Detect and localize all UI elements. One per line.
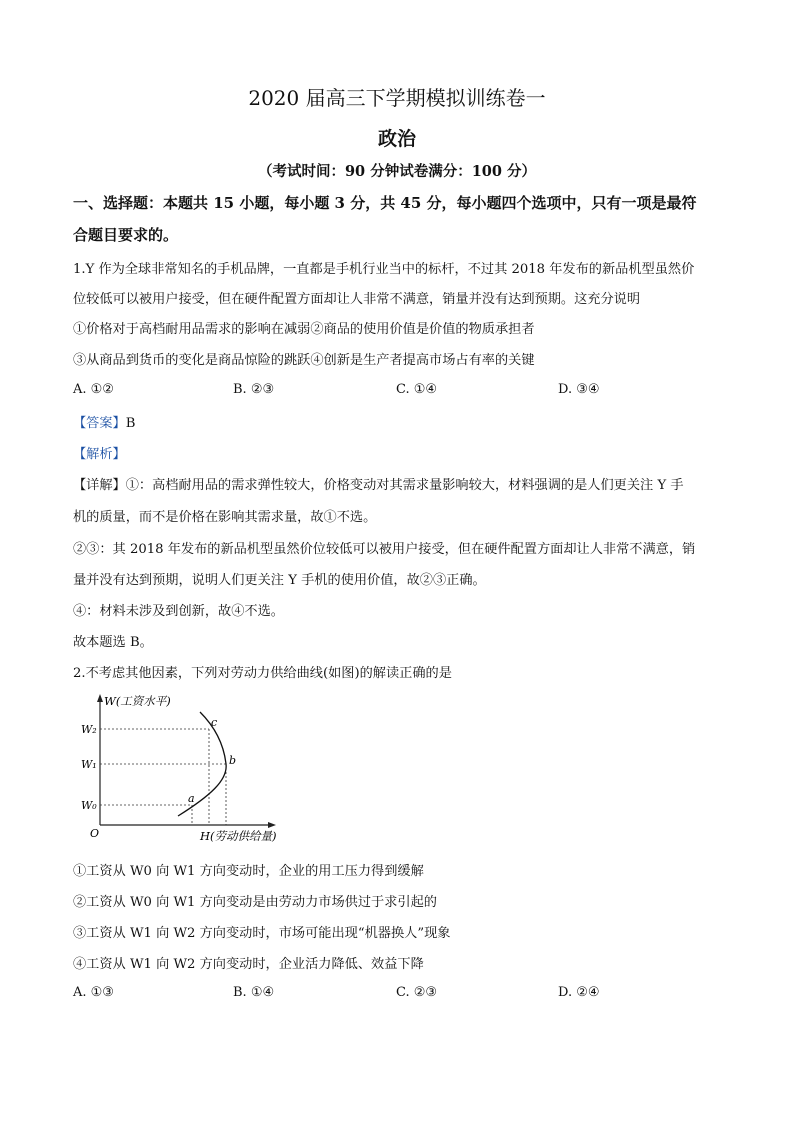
q1-detail-line2: 机的质量，而不是价格在影响其需求量，故①不选。	[73, 510, 377, 525]
y-axis-arrow	[97, 694, 103, 702]
q1-option-b: B. ②③	[233, 382, 275, 397]
q1-option-c: C. ①④	[396, 382, 438, 397]
q1-statement-line1: ①价格对于高档耐用品需求的影响在减弱②商品的使用价值是价值的物质承担者	[73, 322, 535, 337]
x-axis-arrow	[268, 822, 276, 828]
q2-option-b: B. ①④	[233, 985, 275, 1000]
y-axis-label: W(工资水平)	[104, 694, 171, 708]
exam-info: （考试时间：90 分钟试卷满分：100 分）	[257, 163, 537, 180]
detail-tag: 【详解】	[73, 478, 126, 493]
answer-tag: 【答案】	[73, 416, 126, 431]
q2-statement3: ③工资从 W1 向 W2 方向变动时，市场可能出现“机器换人”现象	[73, 926, 451, 941]
q1-detail-line3: ②③：其 2018 年发布的新品机型虽然价位较低可以被用户接受，但在硬件配置方面却让人非常不满意，销	[73, 542, 696, 557]
w1-label: W₁	[81, 758, 97, 771]
q2-statement2: ②工资从 W0 向 W1 方向变动是由劳动力市场供过于求引起的	[73, 895, 437, 910]
w0-label: W₀	[81, 799, 97, 812]
origin-label: O	[90, 827, 100, 840]
q1-answer: B	[125, 416, 136, 431]
q1-stem-line1: 1.Y 作为全球非常知名的手机品牌，一直都是手机行业当中的标杆，不过其 2018 年发布的新品机型虽然价	[73, 262, 695, 277]
q2-option-d: D. ②④	[558, 985, 600, 1000]
point-a-label: a	[188, 792, 195, 805]
q1-detail-line5: ④：材料未涉及到创新，故④不选。	[73, 604, 284, 619]
q2-option-c: C. ②③	[396, 985, 438, 1000]
analysis-tag: 【解析】	[73, 447, 126, 462]
x-axis-label: H(劳动供给量)	[200, 829, 277, 843]
q2-stem: 2.不考虑其他因素，下列对劳动力供给曲线(如图)的解读正确的是	[73, 666, 452, 681]
q1-stem-line2: 位较低可以被用户接受，但在硬件配置方面却让人非常不满意，销量并没有达到预期。这充分说明	[73, 292, 641, 307]
q2-option-a: A. ①③	[73, 985, 114, 1000]
q1-conclusion: 故本题选 B。	[73, 635, 153, 650]
point-b-label: b	[229, 754, 237, 767]
q1-detail-text1: ①：高档耐用品的需求弹性较大，价格变动对其需求量影响较大，材料强调的是人们更关注 Y 手	[125, 478, 684, 493]
q1-answer-row	[73, 412, 135, 431]
q2-statement1: ①工资从 W0 向 W1 方向变动时，企业的用工压力得到缓解	[73, 864, 424, 879]
section-heading-line2: 合题目要求的。	[73, 226, 179, 244]
point-c-label: c	[211, 716, 218, 729]
q1-detail-line1	[73, 474, 684, 493]
q1-detail-line4: 量并没有达到预期，说明人们更关注 Y 手机的使用价值，故②③正确。	[73, 573, 486, 588]
labor-supply-curve-graph	[70, 688, 310, 843]
q1-analysis-row	[73, 443, 126, 462]
page-title: 2020 届高三下学期模拟训练卷一	[248, 86, 546, 110]
q1-option-a: A. ①②	[73, 382, 114, 397]
q1-option-d: D. ③④	[558, 382, 600, 397]
subject-heading: 政治	[377, 128, 416, 150]
q2-statement4: ④工资从 W1 向 W2 方向变动时，企业活力降低、效益下降	[73, 957, 424, 972]
q1-statement-line2: ③从商品到货币的变化是商品惊险的跳跃④创新是生产者提高市场占有率的关键	[73, 353, 535, 368]
w2-label: W₂	[81, 723, 97, 736]
section-heading-line1: 一、选择题：本题共 15 小题，每小题 3 分，共 45 分，每小题四个选项中，只有一项是最符	[73, 194, 697, 212]
